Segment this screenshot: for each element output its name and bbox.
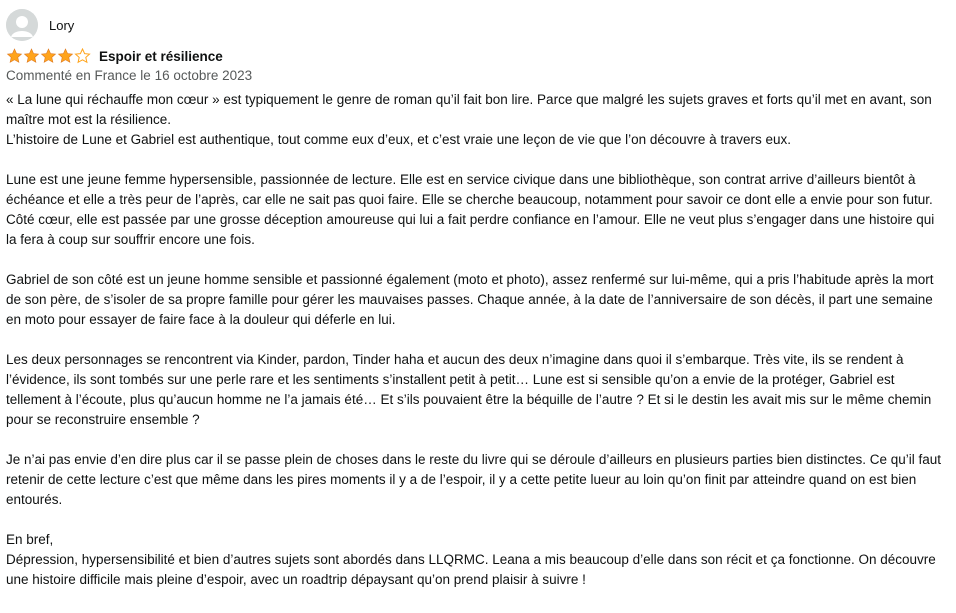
review-title[interactable]: Espoir et résilience [99,48,223,64]
star-empty-icon [74,48,91,64]
star-filled-icon [40,48,57,64]
reviewer-profile[interactable] [6,9,74,41]
review-paragraph: Lune est une jeune femme hypersensible, passionnée de lecture. Elle est en service civique dans une bibliothèque, son contrat arrive d’ailleurs bientôt à échéance et elle a très peur de l’après, car elle ne sait pas quoi faire. Elle se cherche beaucoup, notamment pour savoir ce dont elle a envie pour son futur. [6,172,933,207]
review-paragraph: Dépression, hypersensibilité et bien d’autres sujets sont abordés dans LLQRMC. Leana a mis beaucoup d’elle dans son récit et ça fonctionne. On découvre une histoire difficile mais pleine d’espoir, avec un roadtrip dépaysant qu’on prend plaisir à suivre ! [6,552,936,587]
paragraph-spacer [6,330,948,350]
rating-row [6,46,223,66]
paragraph-spacer [6,510,948,530]
star-filled-icon [23,48,40,64]
default-avatar-icon [6,9,38,41]
review-body [6,90,948,590]
review-date: Commenté en France le 16 octobre 2023 [6,68,253,83]
star-filled-icon [6,48,23,64]
review-paragraph: En bref, [6,532,54,547]
paragraph-spacer [6,430,948,450]
review-paragraph: « La lune qui réchauffe mon cœur » est typiquement le genre de roman qu’il fait bon lire. Parce que malgré les sujets graves et forts qu’il met en avant, son maître mot est la résilience. [6,92,932,127]
review-paragraph: Je n’ai pas envie d’en dire plus car il se passe plein de choses dans le reste du livre qui se déroule d’ailleurs en plusieurs parties bien distinctes. Ce qu’il faut retenir de cette lecture c’est que même dans les pires moments il y a de l’espoir, il y a cette petite lueur au loin qu’on finit par atteindre quand on est bien entourés. [6,452,942,507]
paragraph-spacer [6,150,948,170]
review-paragraph: Les deux personnages se rencontrent via Kinder, pardon, Tinder haha et aucun des deux n’imagine dans quoi il s’embarque. Très vite, ils se rendent à l’évidence, ils sont tombés sur une perle rare et les sentiments s’installent petit à petit… Lune est si sensible qu’on a envie de la protéger, Gabriel est tellement à l’écoute, plus qu’aucun homme ne l’a jamais été… Et s’ils pouvaient être la béquille de l’autre ? Et si le destin les avait mis sur le même chemin pour se reconstruire ensemble ? [6,352,932,427]
star-filled-icon [57,48,74,64]
star-rating[interactable] [6,48,91,64]
paragraph-spacer [6,250,948,270]
review-paragraph: L’histoire de Lune et Gabriel est authentique, tout comme eux d’eux, et c’est vraie une leçon de vie que l’on découvre à travers eux. [6,132,791,147]
reviewer-name[interactable]: Lory [49,17,75,33]
review-paragraph: Côté cœur, elle est passée par une grosse déception amoureuse qui lui a fait perdre confiance en l’amour. Elle ne veut plus s’engager dans une histoire qui la fera à coup sur souffrir encore une fois. [6,212,935,247]
review-paragraph: Gabriel de son côté est un jeune homme sensible et passionné également (moto et photo), assez renfermé sur lui-même, qui a pris l’habitude après la mort de son père, de s’isoler de sa propre famille pour gérer les mauvaises passes. Chaque année, à la date de l’anniversaire de son décès, il part une semaine en moto pour essayer de faire face à la douleur qui déferle en lui. [6,272,934,327]
